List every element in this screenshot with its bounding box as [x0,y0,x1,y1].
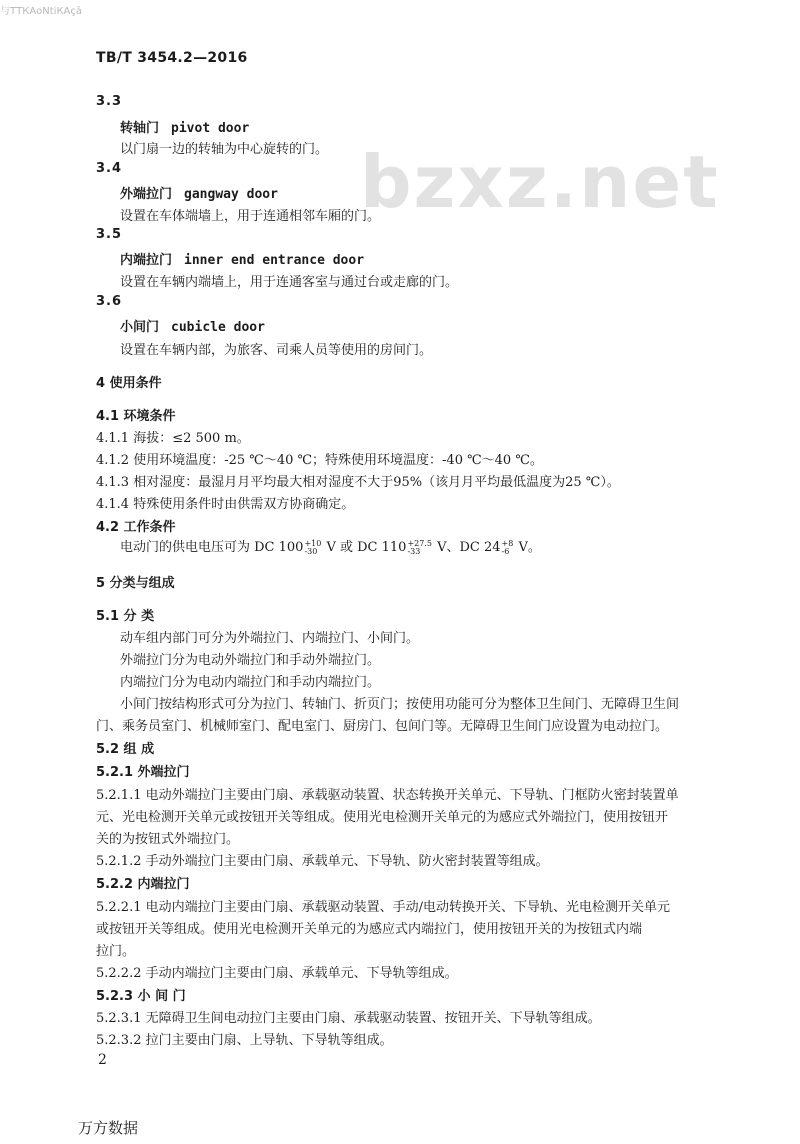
clause: 元、光电检测开关单元或按钮开关等组成。使用光电检测开关单元的为感应式外端拉门，使用按钮开 [96,810,669,825]
clause: 5.2.1.2 手动外端拉门主要由门扇、承载单元、下导轨、防火密封装置等组成。 [96,854,549,869]
clause-heading: 5.2.1 外端拉门 [96,765,190,780]
site-watermark: bzxz.net [360,140,720,224]
clause-heading: 5.2.3 小 间 门 [96,989,186,1004]
voltage-prefix: 电动门的供电电压可为 DC 100 [120,540,304,555]
term-en: cubicle door [171,320,265,335]
top-watermark: 与ТТКАоNtіКАçā [0,6,83,17]
term-heading [120,316,265,335]
term-en: gangway door [184,187,278,202]
clause: 5.2.2.2 手动内端拉门主要由门扇、承载单元、下导轨等组成。 [96,966,458,981]
subsection-heading: 4.2 工作条件 [96,520,176,535]
tolerance-1 [304,540,321,556]
tolerance-lower: -30 [304,546,318,556]
term-heading [120,249,364,268]
voltage-clause [120,536,541,556]
page-number: 2 [98,1052,107,1068]
term-cn: 转轴门 [120,121,160,136]
term-heading [120,117,249,136]
tolerance-upper: +10 [304,538,322,548]
clause: 关的为按钮式外端拉门。 [96,832,240,847]
clause: 拉门。 [96,944,136,959]
paragraph: 外端拉门分为电动外端拉门和手动外端拉门。 [120,653,381,668]
section-heading: 4 使用条件 [96,376,162,391]
tolerance-lower: -6 [501,546,510,556]
term-definition: 以门扇一边的转轴为中心旋转的门。 [120,142,329,157]
clause: 4.1.1 海拔：≤2 500 m。 [96,431,250,446]
clause: 5.2.2.1 电动内端拉门主要由门扇、承载驱动装置、手动/电动转换开关、下导轨、光电检测开关单元 [96,900,670,915]
bottom-watermark: 万方数据 [78,1119,139,1137]
term-heading [120,183,278,202]
term-en: inner end entrance door [184,253,365,268]
term-number: 3.5 [96,227,123,242]
paragraph: 门、乘务员室门、机械师室门、配电室门、厨房门、包间门等。无障碍卫生间门应设置为电动拉门。 [96,719,669,734]
subsection-heading: 5.2 组 成 [96,742,155,757]
clause-heading: 5.2.2 内端拉门 [96,877,190,892]
subsection-heading: 4.1 环境条件 [96,409,176,424]
tolerance-2 [407,540,432,556]
standard-header: TB/T 3454.2—2016 [96,50,248,66]
term-number: 3.6 [96,294,123,309]
tolerance-lower: -33 [407,546,421,556]
clause: 4.1.2 使用环境温度：-25 ℃～40 ℃；特殊使用环境温度：-40 ℃～40 ℃。 [96,453,543,468]
clause: 5.2.3.2 拉门主要由门扇、上导轨、下导轨等组成。 [96,1033,393,1048]
term-cn: 内端拉门 [120,253,173,268]
term-definition: 设置在车辆内端墙上，用于连通客室与通过台或走廊的门。 [120,275,459,290]
voltage-suffix: V。 [514,540,541,555]
term-number: 3.3 [96,94,123,109]
clause: 或按钮开关等组成。使用光电检测开关单元的为感应式内端拉门，使用按钮开关的为按钮式内端 [96,922,643,937]
clause: 4.1.3 相对湿度：最湿月月平均最大相对湿度不大于95%（该月月平均最低温度为25 ℃）。 [96,475,620,490]
paragraph: 内端拉门分为电动内端拉门和手动内端拉门。 [120,675,381,690]
paragraph: 小间门按结构形式可分为拉门、转轴门、折页门；按使用功能可分为整体卫生间门、无障碍卫生间 [120,697,680,712]
term-definition: 设置在车体端墙上，用于连通相邻车厢的门。 [120,209,381,224]
voltage-text: V、DC 24 [432,540,501,555]
clause: 5.2.3.1 无障碍卫生间电动拉门主要由门扇、承载驱动装置、按钮开关、下导轨等组成。 [96,1011,601,1026]
term-number: 3.4 [96,161,123,176]
voltage-text: V 或 DC 110 [322,540,407,555]
section-heading: 5 分类与组成 [96,576,175,591]
term-en: pivot door [171,121,250,136]
term-definition: 设置在车辆内部，为旅客、司乘人员等使用的房间门。 [120,343,433,358]
term-cn: 小间门 [120,320,160,335]
clause: 4.1.4 特殊使用条件时由供需双方协商确定。 [96,497,355,512]
tolerance-upper: +27.5 [407,538,432,548]
tolerance-3 [502,540,514,556]
tolerance-upper: +8 [501,538,514,548]
clause: 5.2.1.1 电动外端拉门主要由门扇、承载驱动装置、状态转换开关单元、下导轨、门框防火密封装置单 [96,788,679,803]
subsection-heading: 5.1 分 类 [96,609,155,624]
term-cn: 外端拉门 [120,187,173,202]
paragraph: 动车组内部门可分为外端拉门、内端拉门、小间门。 [120,631,420,646]
